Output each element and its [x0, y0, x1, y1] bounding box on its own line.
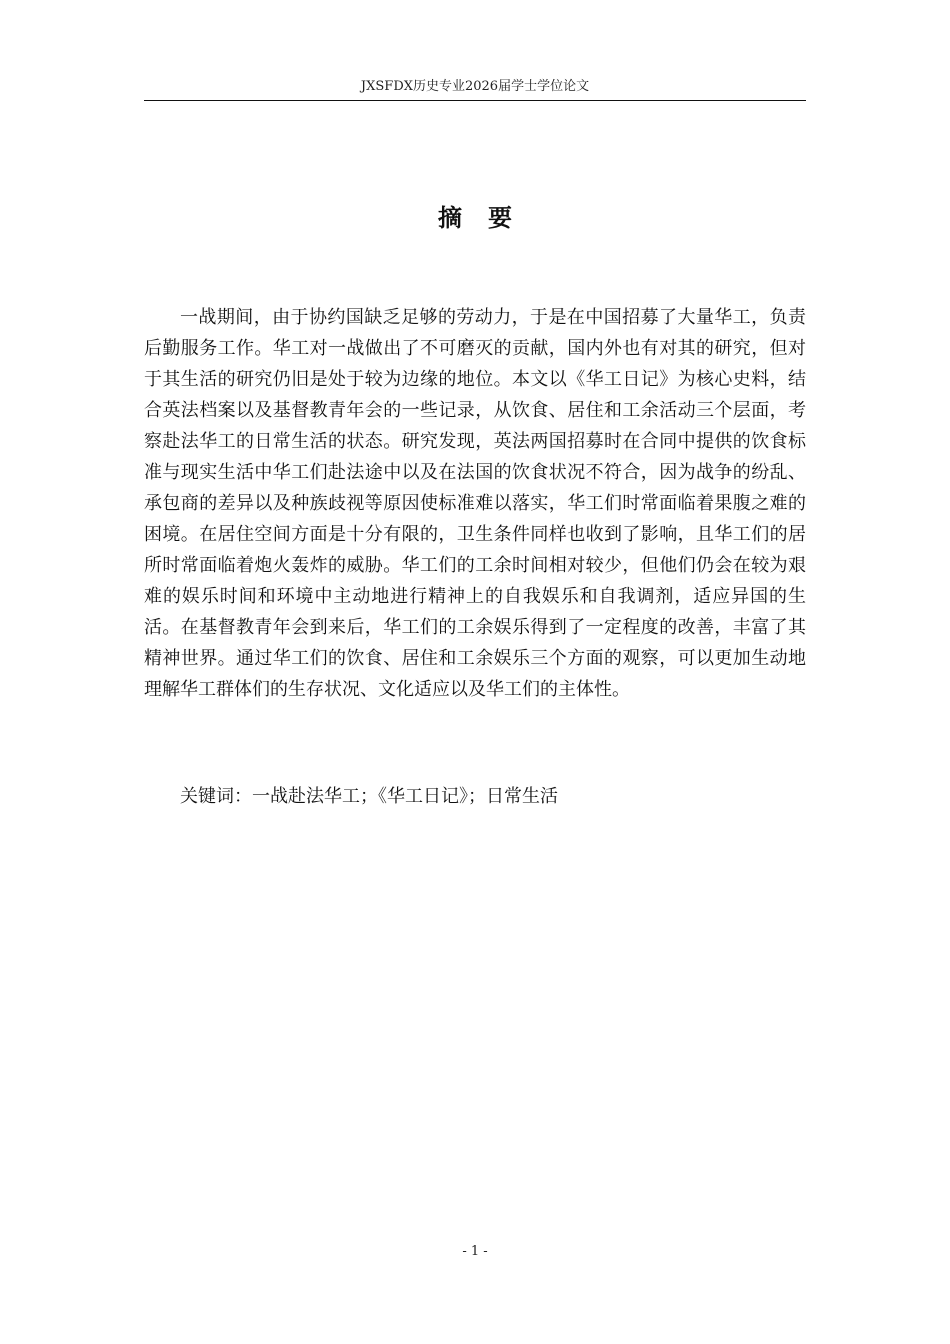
header-rule	[144, 100, 806, 101]
abstract-title: 摘要	[438, 204, 538, 232]
running-header: JXSFDX历史专业2026届学士学位论文	[360, 79, 590, 94]
abstract-body: 一战期间，由于协约国缺乏足够的劳动力，于是在中国招募了大量华工，负责后勤服务工作。华工对一战做出了不可磨灭的贡献，国内外也有对其的研究，但对于其生活的研究仍旧是处于较为边缘的地位。本文以《华工日记》为核心史料，结合英法档案以及基督教青年会的一些记录，从饮食、居住和工余活动三个层面，考察赴法华工的日常生活的状态。研究发现，英法两国招募时在合同中提供的饮食标准与现实生活中华工们赴法途中以及在法国的饮食状况不符合，因为战争的纷乱、承包商的差异以及种族歧视等原因使标准难以落实，华工们时常面临着果腹之难的困境。在居住空间方面是十分有限的，卫生条件同样也收到了影响，且华工们的居所时常面临着炮火轰炸的威胁。华工们的工余时间相对较少，但他们仍会在较为艰难的娱乐时间和环境中主动地进行精神上的自我娱乐和自我调剂，适应异国的生活。在基督教青年会到来后，华工们的工余娱乐得到了一定程度的改善，丰富了其精神世界。通过华工们的饮食、居住和工余娱乐三个方面的观察，可以更加生动地理解华工群体们的生存状况、文化适应以及华工们的主体性。	[144, 307, 806, 700]
keywords-label: 关键词：	[180, 786, 252, 807]
keywords-items: 一战赴法华工；《华工日记》；日常生活	[252, 786, 558, 807]
page-number: - 1 -	[462, 1244, 488, 1259]
keywords-line	[180, 783, 800, 811]
